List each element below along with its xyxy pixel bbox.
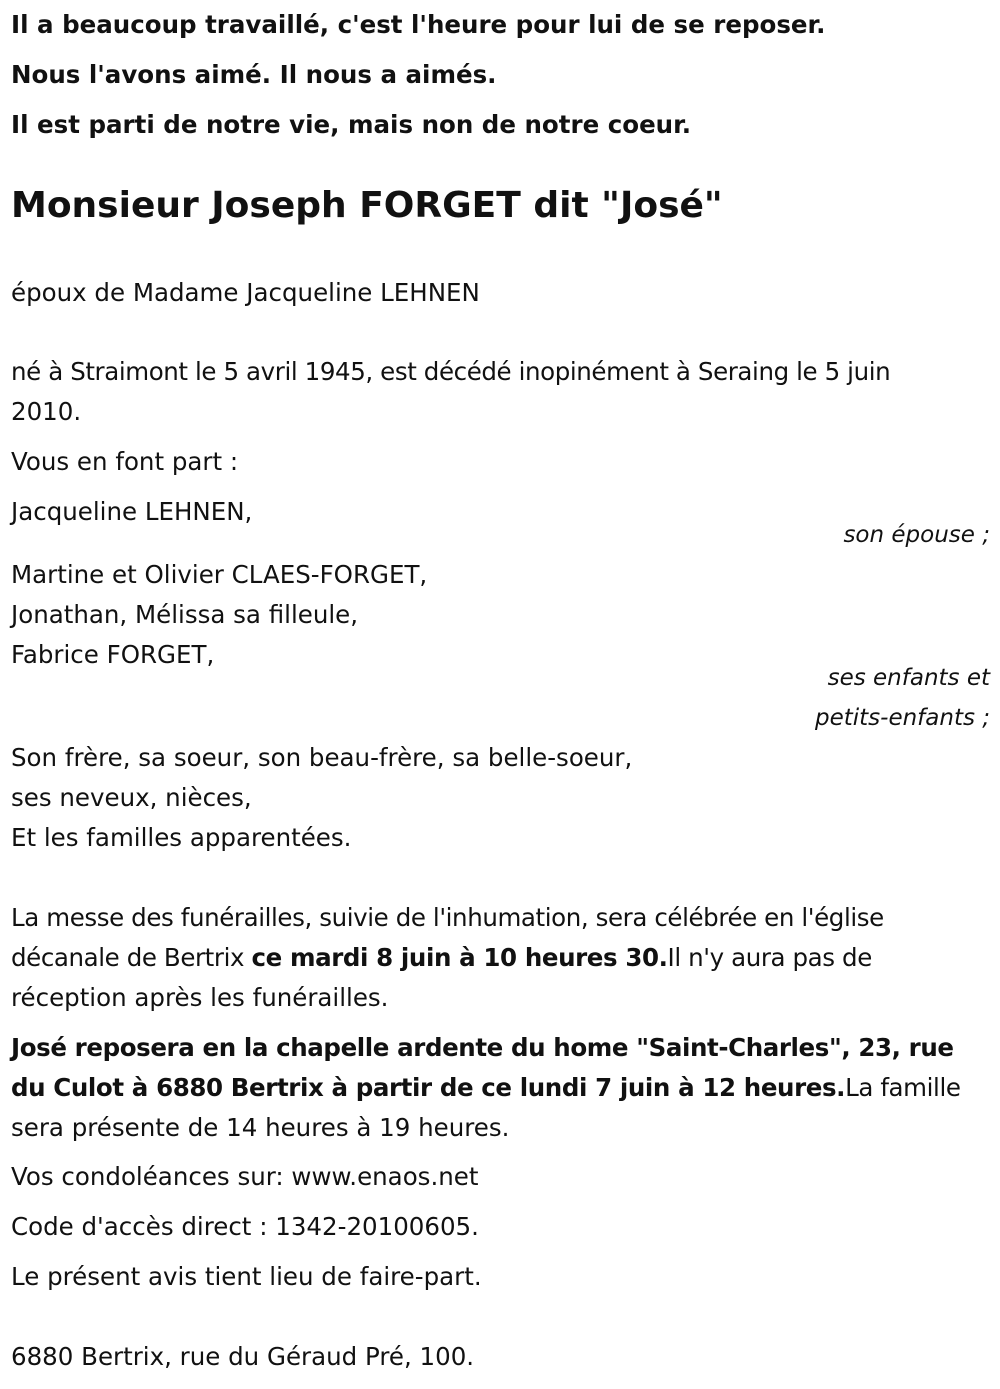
birth-death-line-1: né à Straimont le 5 avril 1945, est décédé inopinément à Seraing le 5 juin xyxy=(11,357,891,386)
epitaph-line-1: Il a beaucoup travaillé, c'est l'heure pour lui de se reposer. xyxy=(11,10,826,39)
family-children-role-2: petits-enfants ; xyxy=(814,705,990,731)
chapel-address-time: du Culot à 6880 Bertrix à partir de ce lundi 7 juin à 12 heures. xyxy=(11,1073,846,1102)
access-code-line: Code d'accès direct : 1342-20100605. xyxy=(11,1212,479,1241)
spouse-line: époux de Madame Jacqueline LEHNEN xyxy=(11,278,480,307)
notice-line: Le présent avis tient lieu de faire-part. xyxy=(11,1262,482,1291)
birth-death-line-2: 2010. xyxy=(11,397,82,426)
condolences-line: Vos condoléances sur: www.enaos.net xyxy=(11,1162,479,1191)
mass-line-3: réception après les funérailles. xyxy=(11,983,389,1012)
address-line: 6880 Bertrix, rue du Géraud Pré, 100. xyxy=(11,1342,475,1371)
mass-datetime: ce mardi 8 juin à 10 heures 30. xyxy=(251,943,668,972)
family-child-3: Fabrice FORGET, xyxy=(11,640,215,669)
deceased-name-title: Monsieur Joseph FORGET dit "José" xyxy=(11,185,723,226)
mass-location: décanale de Bertrix xyxy=(11,943,252,972)
announce-line: Vous en font part : xyxy=(11,447,239,476)
family-child-2: Jonathan, Mélissa sa filleule, xyxy=(11,600,359,629)
chapel-line-2 xyxy=(11,1068,961,1108)
epitaph-line-2: Nous l'avons aimé. Il nous a aimés. xyxy=(11,60,497,89)
mass-line-2 xyxy=(11,938,872,978)
family-child-1: Martine et Olivier CLAES-FORGET, xyxy=(11,560,428,589)
family-other-1: Son frère, sa soeur, son beau-frère, sa belle-soeur, xyxy=(11,743,633,772)
family-spouse-role: son épouse ; xyxy=(843,522,990,548)
family-children-role-1: ses enfants et xyxy=(827,665,990,691)
family-spouse-name: Jacqueline LEHNEN, xyxy=(11,497,253,526)
chapel-line-3: sera présente de 14 heures à 19 heures. xyxy=(11,1113,510,1142)
chapel-line-1: José reposera en la chapelle ardente du home "Saint-Charles", 23, rue xyxy=(11,1033,954,1062)
family-other-2: ses neveux, nièces, xyxy=(11,783,252,812)
mass-reception-note: Il n'y aura pas de xyxy=(667,943,872,972)
mass-line-1: La messe des funérailles, suivie de l'inhumation, sera célébrée en l'église xyxy=(11,903,884,932)
chapel-family-note: La famille xyxy=(845,1073,961,1102)
epitaph-line-3: Il est parti de notre vie, mais non de notre coeur. xyxy=(11,110,692,139)
family-other-3: Et les familles apparentées. xyxy=(11,823,352,852)
